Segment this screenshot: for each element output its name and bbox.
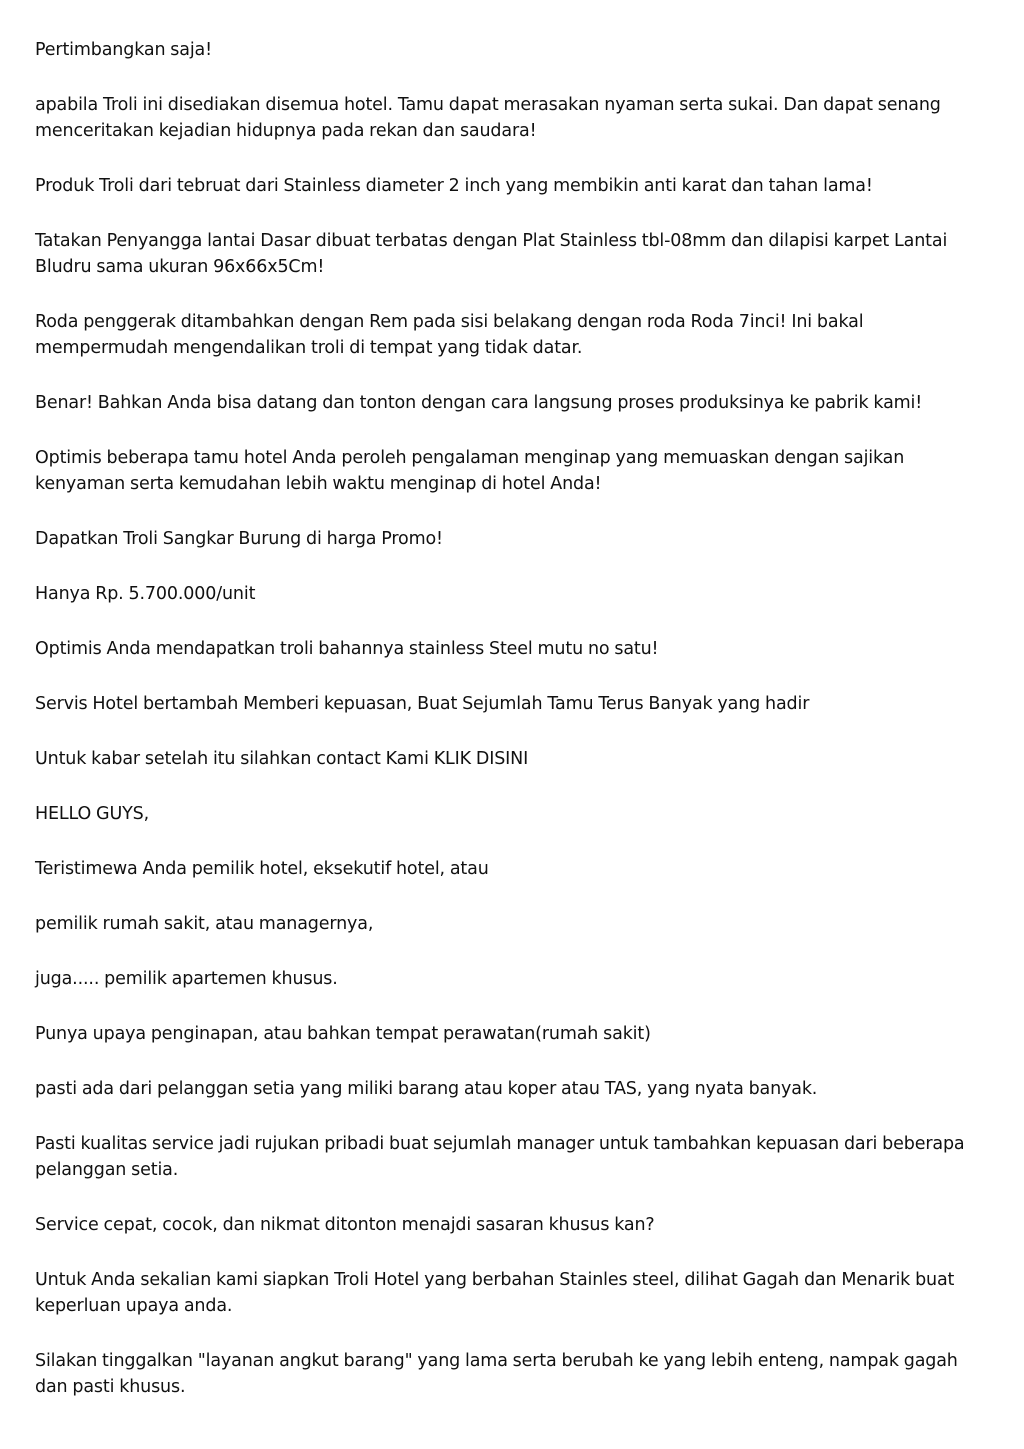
paragraph-service-goal: Service cepat, cocok, dan nikmat ditonton menajdi sasaran khusus kan? [35, 1215, 655, 1235]
paragraph-service-quality: Pasti kualitas service jadi rujukan pribadi buat sejumlah manager untuk tambahkan kepuasan dari beberapa pelanggan setia. [35, 1134, 965, 1180]
paragraph-hotel-trolley: apabila Troli ini disediakan disemua hotel. Tamu dapat merasakan nyaman serta sukai. Dan dapat senang menceritakan kejadian hidupnya pada rekan dan saudara! [35, 95, 941, 141]
paragraph-audience-hotel: Teristimewa Anda pemilik hotel, eksekutif hotel, atau [35, 859, 489, 879]
paragraph-guest-experience: Optimis beberapa tamu hotel Anda peroleh pengalaman menginap yang memuaskan dengan sajikan kenyaman serta kemudahan lebih waktu menginap di hotel Anda! [35, 448, 905, 494]
paragraph-stainless-material: Produk Troli dari tebruat dari Stainless diameter 2 inch yang membikin anti karat dan tahan lama! [35, 176, 873, 196]
paragraph-base-plate: Tatakan Penyangga lantai Dasar dibuat terbatas dengan Plat Stainless tbl-08mm dan dilapisi karpet Lantai Bludru sama ukuran 96x66x5Cm! [35, 231, 948, 277]
paragraph-quality: Optimis Anda mendapatkan troli bahannya stainless Steel mutu no satu! [35, 639, 659, 659]
paragraph-factory-visit: Benar! Bahkan Anda bisa datang dan tonton dengan cara langsung proses produksinya ke pabrik kami! [35, 393, 923, 413]
paragraph-intro: Pertimbangkan saja! [35, 40, 212, 60]
paragraph-audience-hospital: pemilik rumah sakit, atau managernya, [35, 914, 374, 934]
paragraph-service: Servis Hotel bertambah Memberi kepuasan, Buat Sejumlah Tamu Terus Banyak yang hadir [35, 694, 810, 714]
paragraph-luggage: pasti ada dari pelanggan setia yang miliki barang atau koper atau TAS, yang nyata banyak. [35, 1079, 818, 1099]
paragraph-greeting: HELLO GUYS, [35, 804, 150, 824]
paragraph-contact: Untuk kabar setelah itu silahkan contact Kami KLIK DISINI [35, 749, 529, 769]
paragraph-business-type: Punya upaya penginapan, atau bahkan tempat perawatan(rumah sakit) [35, 1024, 651, 1044]
paragraph-promo: Dapatkan Troli Sangkar Burung di harga Promo! [35, 529, 443, 549]
paragraph-price: Hanya Rp. 5.700.000/unit [35, 584, 256, 604]
paragraph-closing: Silakan tinggalkan "layanan angkut barang" yang lama serta berubah ke yang lebih enteng, nampak gagah dan pasti khusus. [35, 1351, 958, 1397]
paragraph-wheels: Roda penggerak ditambahkan dengan Rem pada sisi belakang dengan roda Roda 7inci! Ini bakal mempermudah mengendalikan troli di tempat yang tidak datar. [35, 312, 864, 358]
paragraph-offer: Untuk Anda sekalian kami siapkan Troli Hotel yang berbahan Stainles steel, dilihat Gagah dan Menarik buat keperluan upaya anda. [35, 1270, 955, 1316]
document-body [35, 37, 985, 1429]
paragraph-audience-apartment: juga..... pemilik apartemen khusus. [35, 969, 338, 989]
